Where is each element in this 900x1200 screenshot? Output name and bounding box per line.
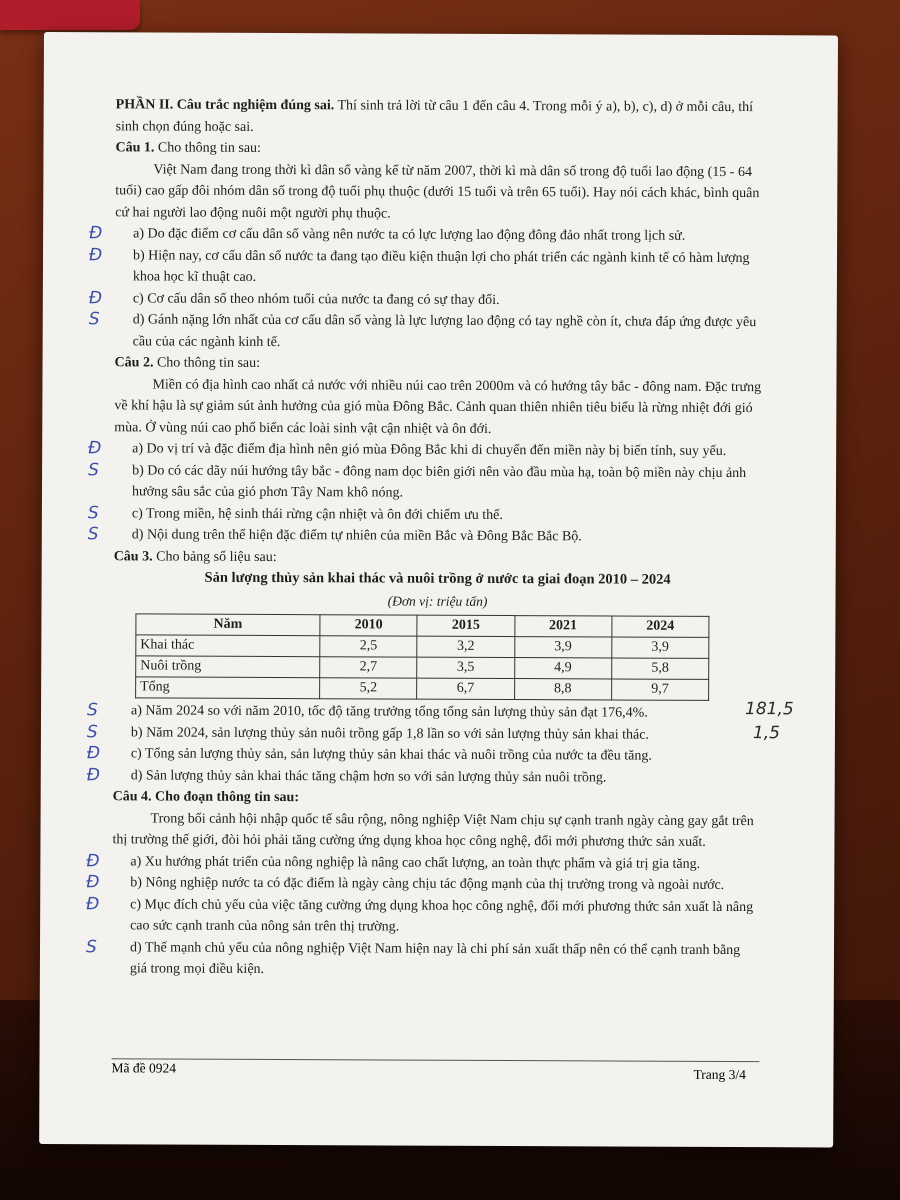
table-cell: Khai thác bbox=[136, 635, 320, 657]
table-header-row bbox=[136, 614, 709, 638]
option-text: b) Nông nghiệp nước ta có đặc điểm là ngày càng chịu tác động mạnh của thị trường trong và ngoài nước. bbox=[130, 875, 725, 893]
footer-divider bbox=[112, 1058, 760, 1062]
table-cell: 3,2 bbox=[417, 636, 514, 657]
handwritten-number: 1,5 bbox=[752, 722, 781, 743]
q2-intro: Cho thông tin sau: bbox=[153, 355, 261, 371]
option-text: a) Xu hướng phát triển của nông nghiệp là nâng cao chất lượng, an toàn thực phẩm và giá trị gia tăng. bbox=[130, 853, 701, 872]
q2-option-a bbox=[88, 438, 762, 462]
q1-option-c bbox=[88, 287, 763, 312]
handwritten-mark: S bbox=[88, 309, 100, 330]
q2-option-c bbox=[87, 502, 762, 527]
q3-option-d bbox=[86, 764, 761, 789]
q2-heading bbox=[115, 352, 763, 376]
table-cell: 2,5 bbox=[320, 636, 417, 657]
handwritten-mark: Đ bbox=[86, 850, 100, 871]
handwritten-mark: Đ bbox=[88, 244, 103, 265]
table-cell: Nuôi trồng bbox=[136, 656, 320, 678]
exam-page bbox=[39, 32, 838, 1147]
table-cell: 5,8 bbox=[611, 658, 708, 679]
table-cell: 9,7 bbox=[611, 679, 708, 700]
table-row bbox=[136, 635, 709, 658]
table-unit: (Đơn vị: triệu tấn) bbox=[387, 593, 488, 609]
option-text: b) Năm 2024, sản lượng thủy sản nuôi trồng gấp 1,8 lần so với sản lượng thủy sản khai thác. bbox=[130, 724, 649, 743]
option-text: c) Tổng sản lượng thủy sản, sản lượng thủy sản khai thác và nuôi trồng của nước ta đều tăng. bbox=[130, 746, 652, 764]
q4-option-b bbox=[86, 872, 760, 896]
q2-option-d bbox=[87, 524, 762, 548]
page-number: Trang 3/4 bbox=[693, 1066, 746, 1083]
handwritten-number: 181,5 bbox=[745, 699, 794, 720]
option-text: c) Cơ cấu dân số theo nhóm tuổi của nước ta đang có sự thay đổi. bbox=[132, 290, 500, 308]
table-row bbox=[136, 677, 709, 701]
table-cell: 8,8 bbox=[514, 679, 611, 700]
handwritten-mark: Đ bbox=[86, 872, 100, 893]
part-title: PHẦN II. Câu trắc nghiệm đúng sai. bbox=[115, 97, 335, 114]
handwritten-mark: Đ bbox=[89, 223, 103, 244]
option-text: d) Gánh nặng lớn nhất của cơ cấu dân số vàng là lực lượng lao động có tay nghề còn ít, chưa đáp ứng được yêu cầu của các ngành kinh tế. bbox=[132, 312, 757, 350]
table-cell: 4,9 bbox=[514, 658, 611, 679]
table-header: Năm bbox=[136, 614, 320, 636]
q1-heading bbox=[115, 137, 763, 161]
handwritten-mark: S bbox=[85, 936, 97, 957]
handwritten-mark: Đ bbox=[88, 287, 103, 308]
q3-option-c bbox=[86, 743, 761, 767]
part-instruction: Thí sinh trả lời từ câu 1 đến câu 4. Trong mỗi ý a), b), c), d) ở mỗi câu, thí sinh chọn đúng hoặc sai. bbox=[115, 98, 754, 135]
q3-intro: Cho bảng số liệu sau: bbox=[152, 548, 277, 565]
q3-heading bbox=[114, 546, 762, 570]
handwritten-mark: S bbox=[87, 524, 99, 545]
q4-option-a bbox=[86, 850, 760, 875]
table-header: 2010 bbox=[320, 615, 417, 636]
handwritten-mark: Đ bbox=[86, 764, 100, 785]
handwritten-mark: S bbox=[87, 502, 99, 523]
option-text: a) Năm 2024 so với năm 2010, tốc độ tăng trưởng tổng tổng sản lượng thủy sản đạt 176,4%. bbox=[131, 703, 648, 721]
q1-option-b bbox=[88, 244, 763, 291]
exam-code: Mã đề 0924 bbox=[111, 1060, 177, 1076]
table-cell: 5,2 bbox=[320, 678, 417, 699]
table-cell: 2,7 bbox=[320, 657, 417, 678]
option-text: c) Mục đích chủ yếu của việc tăng cường ứng dụng khoa học công nghệ, đổi mới phương thức sản xuất là nâng cao sức cạnh tranh của nông sản trên thị trường. bbox=[130, 896, 754, 935]
option-text: c) Trong miền, hệ sinh thái rừng cận nhiệt và ôn đới chiếm ưu thế. bbox=[131, 505, 503, 523]
q1-option-a bbox=[89, 223, 763, 247]
q4-option-d bbox=[85, 936, 760, 983]
q4-heading: Câu 4. Cho đoạn thông tin sau: bbox=[112, 789, 300, 806]
q2-option-b bbox=[88, 459, 762, 506]
handwritten-mark: S bbox=[88, 459, 99, 480]
table-header: 2021 bbox=[514, 616, 611, 637]
q3-option-a bbox=[86, 699, 794, 724]
table-header: 2015 bbox=[417, 615, 514, 636]
handwritten-mark: S bbox=[86, 700, 98, 721]
q2-passage: Miền có địa hình cao nhất cả nước với nhiều núi cao trên 2000m và có hướng tây bắc - đông nam. Đặc trưng về khí hậu là sự giảm sút ảnh hưởng của gió mùa Đông Bắc. Cảnh quan thiên nhiên tiêu biểu là rừng nhiệt đới gió mùa. Ở vùng núi cao phổ biến các loài sinh vật cận nhiệt và ôn đới. bbox=[114, 376, 762, 437]
handwritten-mark: Đ bbox=[86, 893, 100, 914]
table-cell: 6,7 bbox=[417, 678, 514, 699]
table-cell: 3,5 bbox=[417, 657, 514, 678]
q3-option-b bbox=[86, 721, 781, 746]
q4-option-c bbox=[86, 893, 760, 940]
q4-passage: Trong bối cảnh hội nhập quốc tế sâu rộng, nông nghiệp Việt Nam chịu sự cạnh tranh ngày càng gay gắt trên thị trường thế giới, đòi hỏi phải tăng cường ứng dụng khoa học công nghệ, đổi mới phương thức sản xuất. bbox=[112, 810, 754, 850]
table-cell: 3,9 bbox=[612, 637, 709, 658]
option-text: d) Nội dung trên thể hiện đặc điểm tự nhiên của miền Bắc và Đông Bắc Bắc Bộ. bbox=[131, 527, 582, 545]
option-text: d) Thế mạnh chủ yếu của nông nghiệp Việt Nam hiện nay là chi phí sản xuất thấp nên có thể cạnh tranh bằng giá trong mọi điều kiện. bbox=[129, 939, 741, 977]
handwritten-mark: S bbox=[86, 721, 98, 742]
option-text: a) Do đặc điểm cơ cấu dân số vàng nên nước ta có lực lượng lao động đông đảo nhất trong lịch sử. bbox=[133, 226, 686, 244]
q1-label: Câu 1. bbox=[115, 140, 155, 156]
table-title: Sản lượng thủy sản khai thác và nuôi trồng ở nước ta giai đoạn 2010 – 2024 bbox=[204, 569, 671, 588]
handwritten-mark: Đ bbox=[88, 438, 102, 459]
table-row bbox=[136, 656, 709, 680]
handwritten-mark: Đ bbox=[86, 743, 101, 764]
q1-option-d bbox=[88, 309, 763, 355]
fishery-table bbox=[135, 613, 709, 701]
page-content bbox=[85, 94, 794, 982]
table-cell: Tổng bbox=[136, 677, 320, 699]
table-header: 2024 bbox=[612, 616, 709, 637]
part-header bbox=[116, 94, 764, 140]
q1-passage: Việt Nam đang trong thời kì dân số vàng kể từ năm 2007, thời kì mà dân số trong độ tuổi lao động (15 - 64 tuổi) cao gấp đôi nhóm dân số trong độ tuổi phụ thuộc (dưới 15 tuổi và trên 65 tuổi). Hay nói cách khác, bình quân cứ hai người lao động nuôi một người phụ thuộc. bbox=[115, 161, 760, 222]
q2-label: Câu 2. bbox=[114, 355, 154, 371]
table-cell: 3,9 bbox=[514, 637, 611, 658]
option-text: b) Do có các dãy núi hướng tây bắc - đông nam dọc biên giới nên vào đầu mùa hạ, toàn bộ miền này chịu ảnh hưởng sâu sắc của gió phơn Tây Nam khô nóng. bbox=[131, 462, 747, 501]
q3-label: Câu 3. bbox=[113, 548, 153, 564]
option-text: b) Hiện nay, cơ cấu dân số nước ta đang tạo điều kiện thuận lợi cho phát triển các ngành kinh tế có hàm lượng khoa học kĩ thuật cao. bbox=[132, 247, 750, 285]
q1-intro: Cho thông tin sau: bbox=[154, 140, 261, 156]
option-text: d) Sản lượng thủy sản khai thác tăng chậm hơn so với sản lượng thủy sản nuôi trồng. bbox=[130, 767, 607, 785]
option-text: a) Do vị trí và đặc điểm địa hình nên gió mùa Đông Bắc khi di chuyển đến miền này bị biến tính, suy yếu. bbox=[132, 441, 727, 459]
red-object-on-desk bbox=[0, 0, 140, 30]
